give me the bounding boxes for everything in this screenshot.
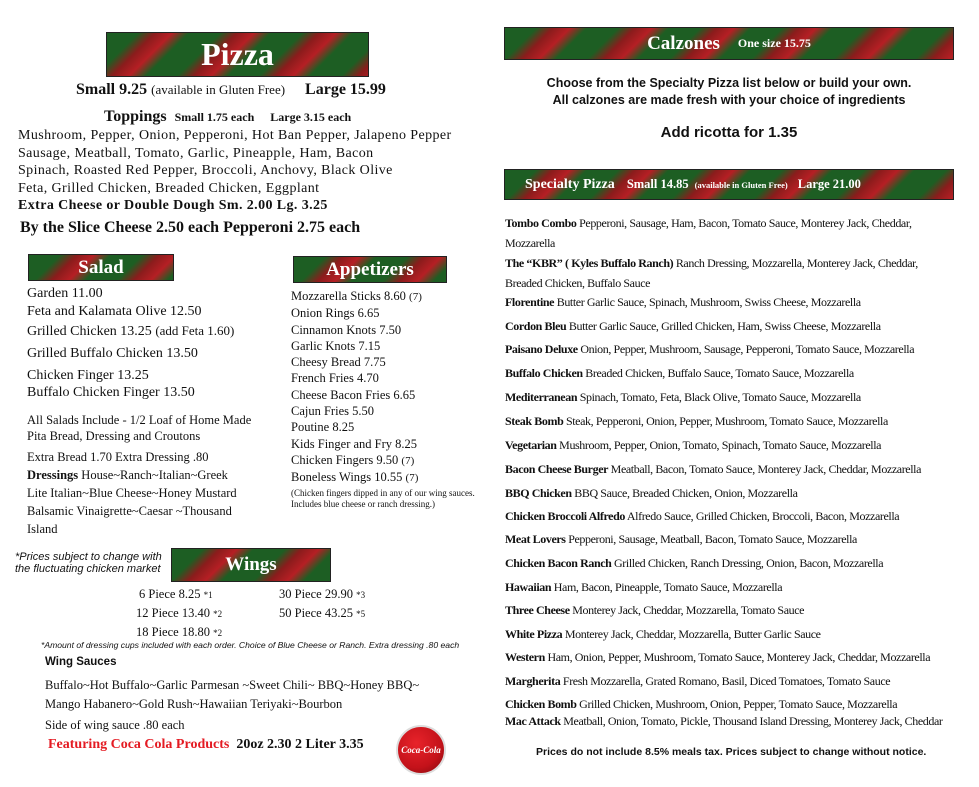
wing-sauces-label: Wing Sauces	[45, 656, 117, 668]
small-price: 9.25	[119, 81, 148, 98]
salad-item: Garden 11.00	[27, 286, 103, 301]
specialty-item-desc: BBQ Sauce, Breaded Chicken, Onion, Mozzarella	[574, 486, 798, 500]
tax-footer: Prices do not include 8.5% meals tax. Prices subject to change without notice.	[536, 746, 927, 758]
specialty-item	[505, 319, 881, 334]
salad-item: Grilled Chicken 13.25	[27, 324, 152, 339]
appetizer-item: Cinnamon Knots 7.50	[291, 322, 402, 337]
specialty-item-desc: Meatball, Onion, Tomato, Pickle, Thousand Island Dressing, Monterey Jack, Cheddar	[563, 714, 943, 728]
wing-row: 50 Piece 43.25 *5	[279, 606, 366, 620]
specialty-item	[505, 532, 857, 547]
wing-row: 6 Piece 8.25 *1	[139, 587, 213, 601]
specialty-item	[505, 256, 918, 271]
specialty-item-name: Margherita	[505, 674, 561, 688]
extra-bread-line: Extra Bread 1.70 Extra Dressing .80	[27, 450, 209, 464]
specialty-item-name: Western	[505, 650, 545, 664]
coca-cola-logo-icon: Coca-Cola	[396, 725, 446, 775]
specialty-item	[505, 414, 888, 429]
large-label: Large	[305, 81, 346, 98]
specialty-item-desc: Ham, Bacon, Pineapple, Tomato Sauce, Mozzarella	[553, 580, 783, 594]
appetizer-item: Kids Finger and Fry 8.25	[291, 436, 418, 451]
specialty-item	[505, 438, 881, 453]
appetizer-item: Chicken Fingers 9.50 (7)	[291, 452, 415, 467]
pizza-title: Pizza	[201, 36, 274, 72]
toppings-line: Feta, Grilled Chicken, Breaded Chicken, Eggplant	[18, 180, 320, 196]
specialty-item	[505, 556, 883, 571]
appetizer-item: Garlic Knots 7.15	[291, 338, 381, 353]
specialty-item	[505, 342, 914, 357]
specialty-item	[505, 714, 943, 729]
dressings-label: Dressings	[27, 468, 79, 482]
specialty-item-name: Buffalo Chicken	[505, 366, 583, 380]
wings-right-column	[279, 585, 365, 623]
specialty-item-desc: Butter Garlic Sauce, Spinach, Mushroom, Swiss Cheese, Mozzarella	[556, 295, 861, 309]
large-price: 15.99	[349, 81, 386, 98]
sauces-line: Buffalo~Hot Buffalo~Garlic Parmesan ~Sweet Chili~ BBQ~Honey BBQ~	[45, 678, 420, 692]
dressing-cups-note: *Amount of dressing cups included with each order. Choice of Blue Cheese or Ranch. Extra dressing .80 each	[41, 640, 460, 650]
appetizer-item: Cajun Fries 5.50	[291, 404, 374, 419]
specialty-item	[505, 697, 897, 712]
specialty-small: Small 14.85	[626, 177, 689, 191]
wing-row: 12 Piece 13.40 *2	[136, 606, 223, 620]
dressings-text: House~Ranch~Italian~Greek	[81, 468, 228, 482]
specialty-item-name: Meat Lovers	[505, 532, 566, 546]
specialty-item-name: Three Cheese	[505, 603, 570, 617]
specialty-item-desc: Steak, Pepperoni, Onion, Pepper, Mushroom, Tomato Sauce, Mozzarella	[565, 414, 888, 428]
coca-cola-prices: 20oz 2.30 2 Liter 3.35	[236, 737, 364, 752]
wings-price-note: *Prices subject to change with the fluctuating chicken market	[15, 551, 162, 575]
specialty-item-desc: Butter Garlic Sauce, Grilled Chicken, Ham, Swiss Cheese, Mozzarella	[568, 319, 881, 333]
feta-note: (add Feta 1.60)	[155, 323, 235, 338]
specialty-item-name: Mac Attack	[505, 714, 561, 728]
includes-line: Pita Bread, Dressing and Croutons	[27, 429, 201, 443]
pizza-size-prices	[76, 81, 386, 99]
specialty-item-desc: Monterey Jack, Cheddar, Mozzarella, Butter Garlic Sauce	[564, 627, 821, 641]
appetizers-title: Appetizers	[326, 258, 414, 280]
specialty-item-desc: Alfredo Sauce, Grilled Chicken, Broccoli, Bacon, Mozzarella	[626, 509, 900, 523]
toppings-line: Mushroom, Pepper, Onion, Pepperoni, Hot Ban Pepper, Jalapeno Pepper	[18, 128, 452, 143]
appetizer-item: Mozzarella Sticks 8.60 (7)	[291, 289, 422, 303]
sauces-line: Mango Habanero~Gold Rush~Hawaiian Teriyaki~Bourbon	[45, 697, 343, 711]
wing-row: 18 Piece 18.80 *2	[136, 625, 223, 639]
appetizer-item: Poutine 8.25	[291, 420, 355, 435]
specialty-item-desc: Ranch Dressing, Mozzarella, Monterey Jack, Cheddar,	[675, 256, 918, 270]
appetizer-item: Cheese Bacon Fries 6.65	[291, 387, 416, 402]
toppings-large: Large 3.15 each	[270, 110, 352, 124]
extra-cheese-line: Extra Cheese or Double Dough Sm. 2.00 Lg. 3.25	[18, 198, 328, 213]
salad-item: Buffalo Chicken Finger 13.50	[27, 385, 195, 400]
specialty-item	[505, 650, 930, 665]
gluten-free-note: (available in Gluten Free)	[151, 82, 286, 97]
specialty-item-name: Cordon Bleu	[505, 319, 567, 333]
specialty-item-desc: Breaded Chicken, Buffalo Sauce, Tomato Sauce, Mozzarella	[585, 366, 854, 380]
toppings-line: Sausage, Meatball, Tomato, Garlic, Pineapple, Ham, Bacon	[18, 145, 374, 161]
specialty-item-name: Bacon Cheese Burger	[505, 462, 609, 476]
specialty-item-desc: Fresh Mozzarella, Grated Romano, Basil, Diced Tomatoes, Tomato Sauce	[562, 674, 891, 688]
specialty-item-name: Chicken Broccoli Alfredo	[505, 509, 625, 523]
specialty-item-desc: Pepperoni, Sausage, Meatball, Bacon, Tomato Sauce, Mozzarella	[568, 532, 857, 546]
specialty-item-name: BBQ Chicken	[505, 486, 572, 500]
wing-row: 30 Piece 29.90 *3	[279, 587, 366, 601]
specialty-item-desc: Mushroom, Pepper, Onion, Tomato, Spinach, Tomato Sauce, Mozzarella	[559, 438, 882, 452]
specialty-item	[505, 509, 899, 524]
specialty-item-desc: Onion, Pepper, Mushroom, Sausage, Pepperoni, Tomato Sauce, Mozzarella	[580, 342, 915, 356]
specialty-item-name: Mediterranean	[505, 390, 578, 404]
specialty-item-name: Chicken Bomb	[505, 697, 577, 711]
appetizers-banner	[293, 256, 447, 283]
toppings-label: Toppings	[104, 108, 167, 125]
specialty-item-name: Paisano Deluxe	[505, 342, 578, 356]
specialty-item-continued: Mozzarella	[505, 236, 555, 250]
wing-sauces-list	[45, 676, 419, 735]
specialty-item-name: Hawaiian	[505, 580, 552, 594]
toppings-list	[18, 127, 452, 215]
specialty-item	[505, 462, 921, 477]
appetizer-item: French Fries 4.70	[291, 371, 379, 386]
specialty-item	[505, 486, 798, 501]
specialty-item-desc: Grilled Chicken, Ranch Dressing, Onion, Bacon, Mozzarella	[614, 556, 884, 570]
specialty-item	[505, 674, 890, 689]
appetizer-item: Cheesy Bread 7.75	[291, 355, 386, 370]
specialty-item-name: The “KBR” ( Kyles Buffalo Ranch)	[505, 256, 674, 270]
specialty-item	[505, 295, 861, 310]
wings-left-column	[136, 585, 222, 642]
wings-banner	[171, 548, 331, 582]
specialty-item-name: White Pizza	[505, 627, 563, 641]
specialty-item-name: Florentine	[505, 295, 555, 309]
dressings-line	[27, 467, 251, 483]
toppings-header	[104, 108, 351, 126]
coca-cola-label: Featuring Coca Cola Products	[48, 737, 230, 752]
salad-list	[27, 286, 234, 402]
specialty-banner	[504, 169, 954, 200]
specialty-item-name: Tombo Combo	[505, 216, 577, 230]
ricotta-note: Add ricotta for 1.35	[660, 124, 798, 141]
calzones-title: Calzones	[647, 32, 720, 54]
salad-includes	[27, 412, 251, 537]
coca-cola-line	[48, 737, 364, 753]
specialty-item-name: Chicken Bacon Ranch	[505, 556, 612, 570]
wings-title: Wings	[225, 554, 277, 575]
specialty-item-desc: Spinach, Tomato, Feta, Black Olive, Tomato Sauce, Mozzarella	[579, 390, 861, 404]
side-sauce-line: Side of wing sauce .80 each	[45, 718, 185, 732]
specialty-item-name: Steak Bomb	[505, 414, 564, 428]
appetizers-list	[291, 288, 475, 510]
specialty-item-name: Vegetarian	[505, 438, 557, 452]
specialty-item-continued: Breaded Chicken, Buffalo Sauce	[505, 276, 651, 290]
salad-title: Salad	[78, 256, 124, 278]
dressings-text: Island	[27, 522, 58, 536]
specialty-item	[505, 580, 782, 595]
calzones-size: One size 15.75	[737, 36, 811, 50]
specialty-title: Specialty Pizza	[525, 176, 615, 192]
calzones-banner	[504, 27, 954, 60]
calzones-description: Choose from the Specialty Pizza list below or build your own. All calzones are made fresh with your choice of ingredients	[546, 76, 912, 107]
specialty-item	[505, 366, 854, 381]
salad-banner	[28, 254, 174, 281]
specialty-large: Large 21.00	[797, 177, 861, 191]
appetizer-note: (Chicken fingers dipped in any of our wing sauces. Includes blue cheese or ranch dressing.)	[291, 487, 475, 509]
specialty-item-desc: Monterey Jack, Cheddar, Mozzarella, Tomato Sauce	[572, 603, 805, 617]
dressings-text: Lite Italian~Blue Cheese~Honey Mustard	[27, 486, 237, 500]
specialty-item	[505, 603, 804, 618]
specialty-item-desc: Ham, Onion, Pepper, Mushroom, Tomato Sauce, Monterey Jack, Cheddar, Mozzarella	[547, 650, 931, 664]
by-the-slice: By the Slice Cheese 2.50 each Pepperoni 2.75 each	[20, 219, 361, 236]
salad-item: Feta and Kalamata Olive 12.50	[27, 304, 202, 319]
specialty-item	[505, 216, 912, 231]
includes-line: All Salads Include - 1/2 Loaf of Home Made	[27, 413, 252, 427]
specialty-item-desc: Meatball, Bacon, Tomato Sauce, Monterey Jack, Cheddar, Mozzarella	[610, 462, 922, 476]
specialty-item	[505, 390, 861, 405]
salad-item: Chicken Finger 13.25	[27, 368, 149, 383]
specialty-gluten-note: (available in Gluten Free)	[694, 179, 788, 190]
appetizer-item: Boneless Wings 10.55 (7)	[291, 470, 419, 485]
specialty-item-desc: Pepperoni, Sausage, Ham, Bacon, Tomato Sauce, Monterey Jack, Cheddar,	[579, 216, 912, 230]
toppings-small: Small 1.75 each	[174, 110, 255, 124]
small-label: Small	[76, 81, 116, 98]
appetizer-item: Onion Rings 6.65	[291, 306, 380, 321]
dressings-text: Balsamic Vinaigrette~Caesar ~Thousand	[27, 504, 232, 518]
specialty-item	[505, 627, 821, 642]
toppings-line: Spinach, Roasted Red Pepper, Broccoli, Anchovy, Black Olive	[18, 163, 393, 178]
specialty-item-desc: Grilled Chicken, Mushroom, Onion, Pepper, Tomato Sauce, Mozzarella	[579, 697, 898, 711]
pizza-banner	[106, 32, 369, 77]
salad-item: Grilled Buffalo Chicken 13.50	[27, 346, 198, 361]
salad-item-row	[27, 322, 234, 342]
